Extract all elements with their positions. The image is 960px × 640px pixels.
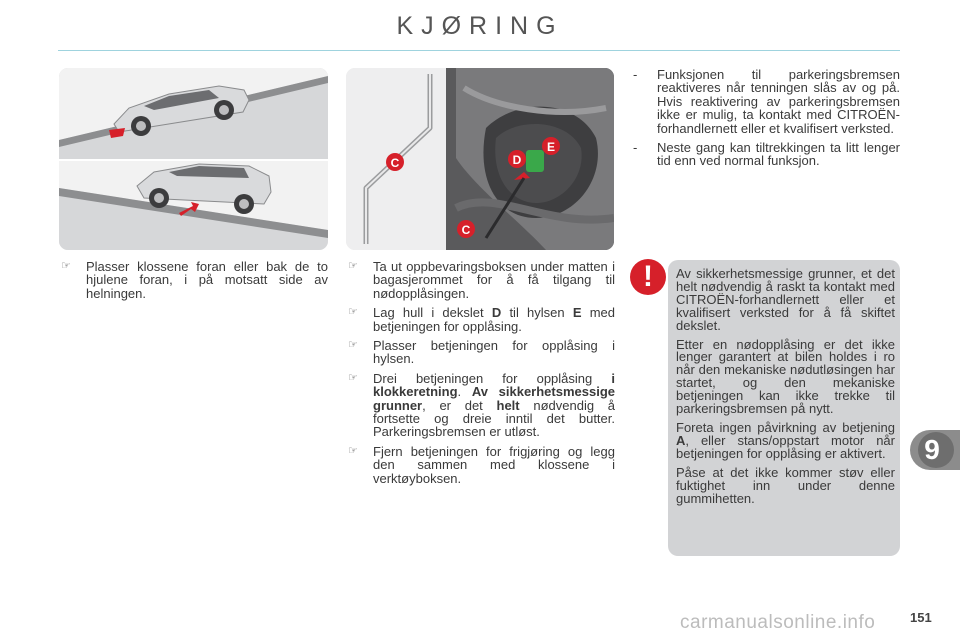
list-item: - Funksjonen til parkeringsbremsen reaktiveres når tenningen slås av og på. Hvis reaktivering av parkeringsbremsen ikke er mulig, ta kontakt med CITROËN-forhandlernett eller et kvalifisert verksted. <box>633 67 900 136</box>
slope-illustration <box>59 68 328 250</box>
warning-paragraph: Foreta ingen påvirkning av betjening A, eller stans/oppstart motor når betjeningen for opplåsing er aktivert. <box>676 419 895 461</box>
list-item: ☞ Plasser klossene foran eller bak de to hjulene foran, i på motsatt side av helningen. <box>61 259 328 301</box>
hand-pointer-icon: ☞ <box>348 260 358 272</box>
left-column <box>59 260 328 306</box>
trunk-release-illustration <box>346 68 614 250</box>
middle-column <box>346 260 615 491</box>
list-item: ☞ Fjern betjeningen for frigjøring og legg den sammen med klossene i verktøyboksen. <box>348 443 615 486</box>
page-number: 151 <box>910 610 932 625</box>
right-column <box>633 68 900 174</box>
hand-pointer-icon: ☞ <box>348 371 358 384</box>
list-item: ☞ Ta ut oppbevaringsboksen under matten i bagasjerommet for å få tilgang til nødopplåsingen. <box>348 259 615 301</box>
warning-paragraph: Etter en nødopplåsing er det ikke lenger garantert at bilen holdes i ro når den mekaniske nødutløsingen har startet, og den mekaniske betjeningen kan ikke trekke til parkeringsbremsen på nytt. <box>676 336 895 417</box>
hand-pointer-icon: ☞ <box>61 260 71 272</box>
warning-text <box>676 268 895 511</box>
watermark: carmanualsonline.info <box>680 612 876 633</box>
list-item: - Neste gang kan tiltrekkingen ta litt lenger tid enn ved normal funksjon. <box>633 140 900 169</box>
label-e: E <box>546 140 556 154</box>
chapter-tab <box>910 430 960 470</box>
hand-pointer-icon: ☞ <box>348 339 358 352</box>
list-item: ☞ Plasser betjeningen for opplåsing i hylsen. <box>348 338 615 367</box>
warning-icon: ! <box>630 259 666 295</box>
hand-pointer-icon: ☞ <box>348 444 358 457</box>
page-title: KJØRING <box>396 12 564 40</box>
header-rule <box>58 50 900 51</box>
warning-paragraph: Påse at det ikke kommer støv eller fuktighet inn under denne gummihetten. <box>676 464 895 506</box>
chapter-number: 9 <box>924 434 940 465</box>
label-c-upper: C <box>390 156 400 170</box>
list-item: ☞ Lag hull i dekslet D til hylsen E med betjeningen for opplåsing. <box>348 305 615 334</box>
label-d: D <box>512 153 522 167</box>
label-c-lower: C <box>461 223 471 237</box>
list-item: ☞ Drei betjeningen for opplåsing i klokkeretning. Av sikkerhetsmessige grunner, er det helt nødvendig å fortsette og dreie inntil det butter. Parkeringsbremsen er utløst. <box>348 370 616 440</box>
hand-pointer-icon: ☞ <box>348 306 358 319</box>
warning-paragraph: Av sikkerhetsmessige grunner, et det helt nødvendig å raskt ta kontakt med CITROËN-forhandlernett eller et kvalifisert verksted for å få skiftet dekslet. <box>676 266 895 333</box>
